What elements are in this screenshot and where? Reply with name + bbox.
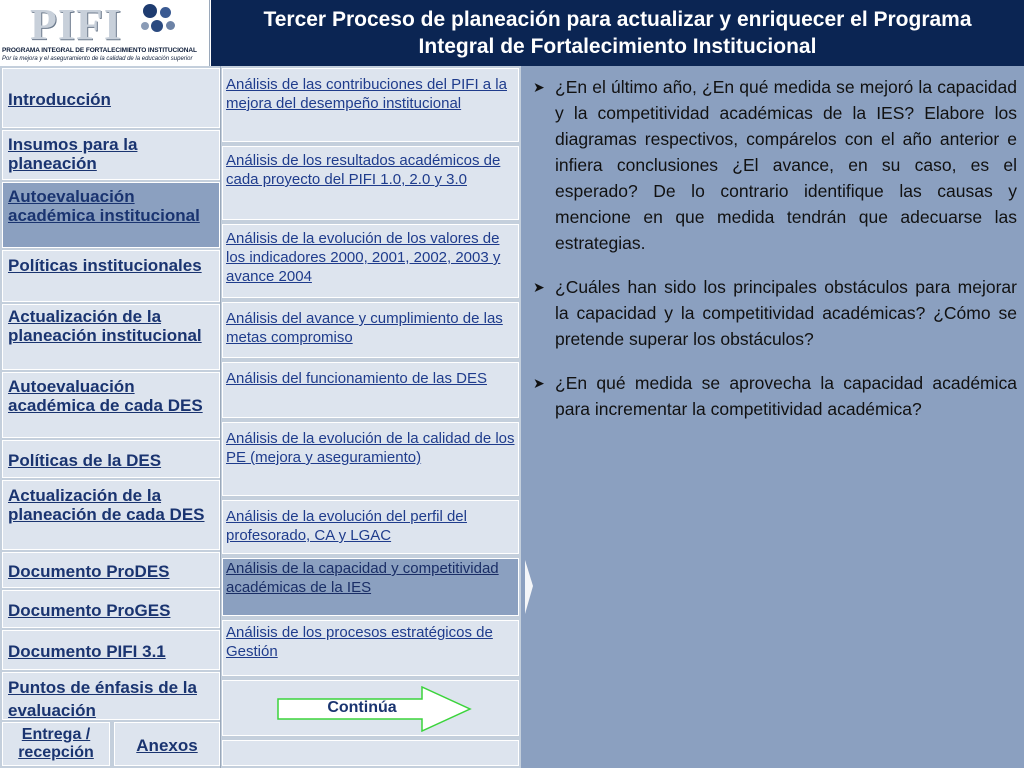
nav-item-documento-pifi[interactable]: Documento PIFI 3.1 (2, 630, 220, 670)
sub-nav-item-calidad-pe[interactable]: Análisis de la evolución de la calidad de los PE (mejora y aseguramiento) (222, 422, 519, 496)
sub-nav (221, 66, 521, 768)
nav-item-actualizacion-institucional[interactable]: Actualización de la planeación institucional (2, 304, 220, 370)
nav-item-actualizacion-des[interactable]: Actualización de la planeación de cada DES (2, 480, 220, 550)
sub-nav-item-capacidad-competitividad[interactable]: Análisis de la capacidad y competitividad académicas de la IES (222, 558, 519, 616)
logo-tagline: Por la mejora y el aseguramiento de la calidad de la educación superior (2, 56, 193, 62)
nav-item-politicas-des[interactable]: Políticas de la DES (2, 440, 220, 478)
arrow-bullet-icon: ➤ (533, 279, 545, 295)
question-item (531, 74, 1017, 256)
sub-nav-item-perfil-profesorado[interactable]: Análisis de la evolución del perfil del profesorado, CA y LGAC (222, 500, 519, 554)
continue-button[interactable] (277, 686, 473, 732)
sub-nav-item-contribuciones[interactable]: Análisis de las contribuciones del PIFI a la mejora del desempeño institucional (222, 68, 519, 142)
logo-dot (141, 22, 149, 30)
question-text: ¿En qué medida se aprovecha la capacidad académica para incrementar la competitividad académica? (555, 373, 1017, 419)
sub-nav-item-indicadores[interactable]: Análisis de la evolución de los valores de los indicadores 2000, 2001, 2002, 2003 y avance 2004 (222, 224, 519, 298)
title-banner (211, 0, 1024, 66)
nav-item-documento-proges[interactable]: Documento ProGES (2, 590, 220, 628)
logo-word: PIFI (30, 0, 122, 49)
question-text: ¿En el último año, ¿En qué medida se mejoró la capacidad y la competitividad académicas de la IES? Elabore los diagramas respectivos, compárelos con el año anterior e infiera conclusiones ¿El avance, en su caso, es el esperado? De lo contrario identifique las causas y mencione en que medida tendrán que adecuarse las estrategias. (555, 77, 1017, 253)
arrow-bullet-icon: ➤ (533, 79, 545, 95)
content-panel (521, 66, 1024, 768)
question-item (531, 274, 1017, 352)
question-text: ¿Cuáles han sido los principales obstáculos para mejorar la capacidad y la competitividad académicas? ¿Cómo se pretende superar los obstáculos? (555, 277, 1017, 349)
sub-nav-item-resultados[interactable]: Análisis de los resultados académicos de cada proyecto del PIFI 1.0, 2.0 y 3.0 (222, 146, 519, 220)
logo-dot (160, 7, 171, 18)
arrow-bullet-icon: ➤ (533, 375, 545, 391)
logo-dot (166, 21, 175, 30)
logo-dot (143, 4, 157, 18)
continue-label: Continúa (327, 699, 397, 716)
question-list (531, 74, 1017, 440)
nav-item-politicas-institucionales[interactable]: Políticas institucionales (2, 250, 220, 302)
nav-item-entrega-recepcion[interactable]: Entrega / recepción (2, 722, 110, 766)
nav-item-autoevaluacion-institucional[interactable]: Autoevaluación académica institucional (2, 182, 220, 248)
sub-nav-item-funcionamiento-des[interactable]: Análisis del funcionamiento de las DES (222, 362, 519, 418)
question-item (531, 370, 1017, 422)
nav-item-anexos[interactable]: Anexos (114, 722, 220, 766)
page-title: Tercer Proceso de planeación para actualizar y enriquecer el Programa Integral de Fortalecimiento Institucional (263, 8, 972, 58)
logo-dot (151, 20, 163, 32)
left-nav (0, 66, 221, 768)
pifi-logo (0, 0, 210, 66)
nav-item-documento-prodes[interactable]: Documento ProDES (2, 552, 220, 588)
nav-item-introduccion[interactable]: Introducción (2, 68, 220, 128)
logo-subtitle: PROGRAMA INTEGRAL DE FORTALECIMIENTO INSTITUCIONAL (2, 47, 197, 54)
nav-item-puntos-enfasis[interactable]: Puntos de énfasis de la evaluación (2, 672, 220, 720)
header (0, 0, 1024, 66)
nav-item-autoevaluacion-des[interactable]: Autoevaluación académica de cada DES (2, 372, 220, 438)
nav-item-insumos[interactable]: Insumos para la planeación (2, 130, 220, 180)
sub-nav-item-metas[interactable]: Análisis del avance y cumplimiento de las metas compromiso (222, 302, 519, 358)
sub-nav-item-procesos-gestion[interactable]: Análisis de los procesos estratégicos de Gestión (222, 620, 519, 676)
sub-nav-empty-row (222, 740, 519, 766)
